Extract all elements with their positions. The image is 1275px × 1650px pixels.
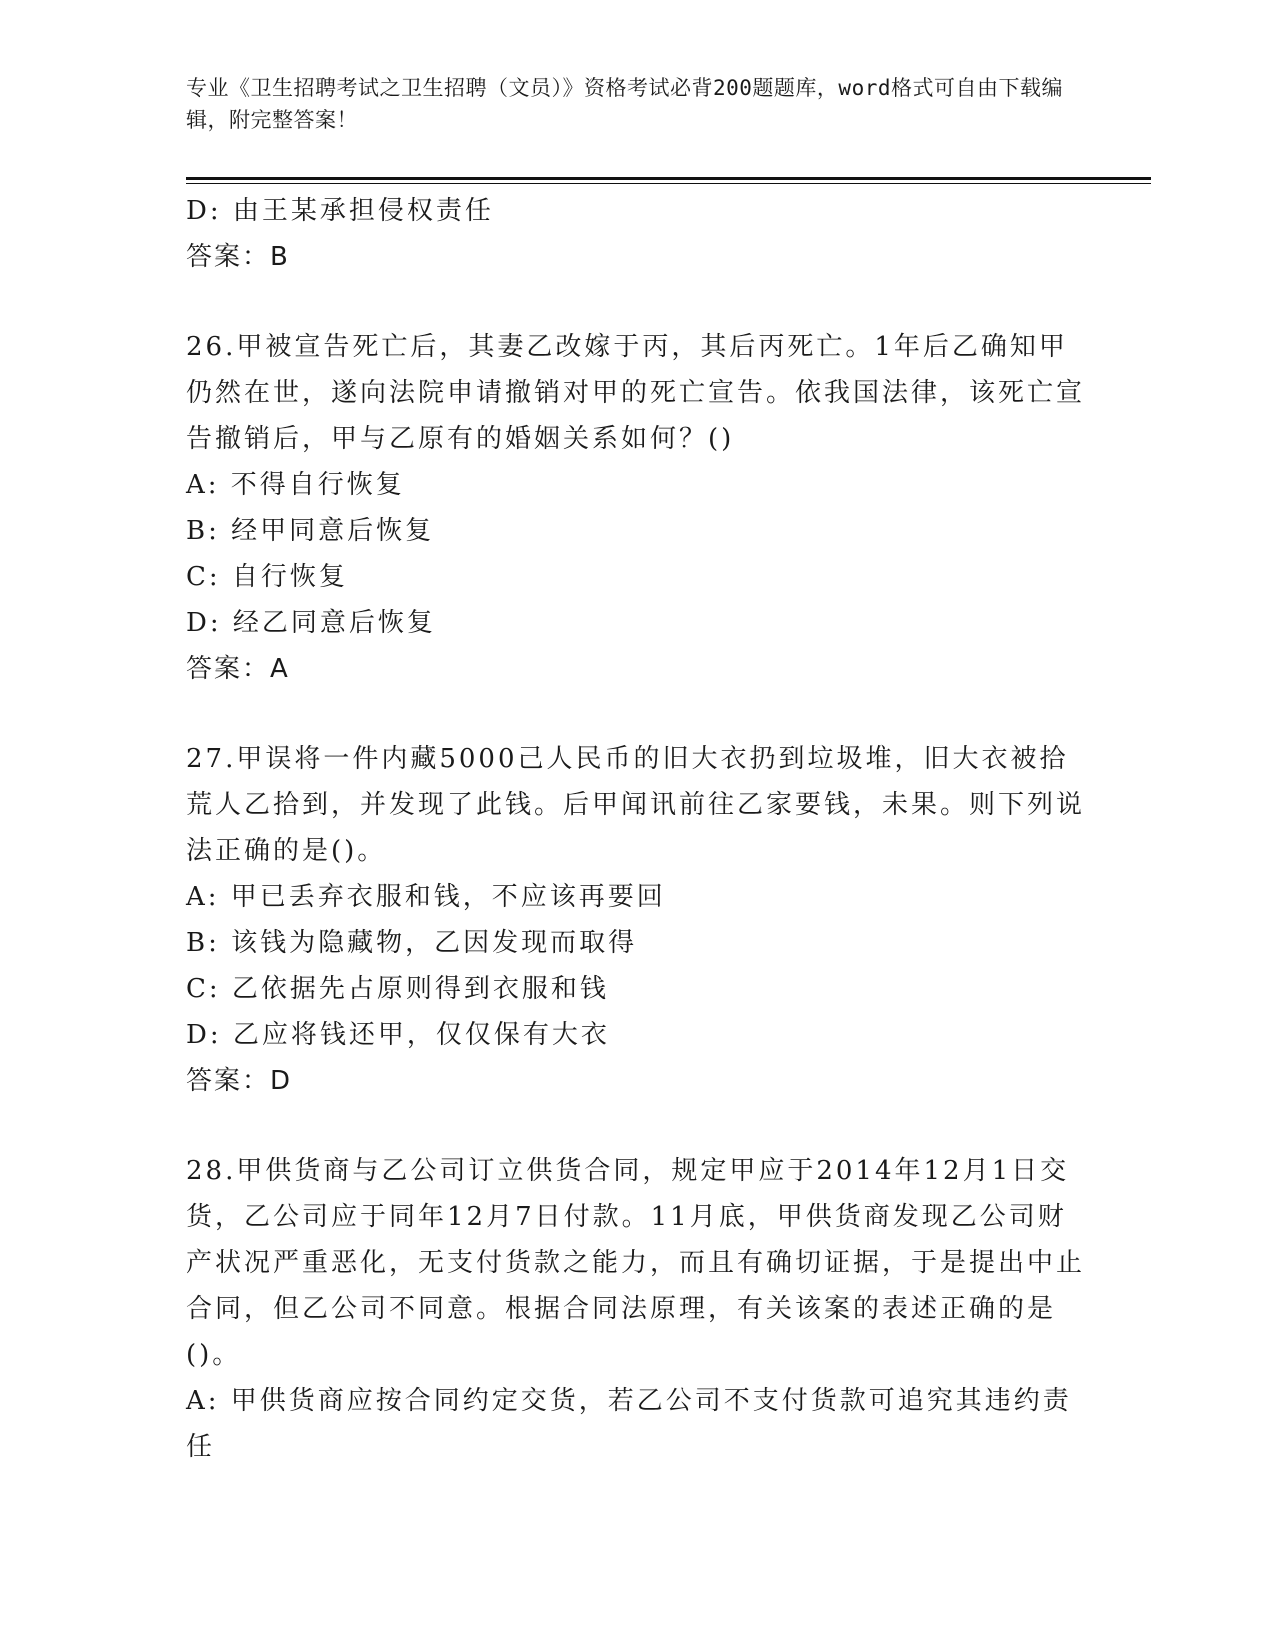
spacer [186,1104,1086,1148]
option-c: C: 乙依据先占原则得到衣服和钱 [186,974,609,1004]
option-d: D: 乙应将钱还甲，仅仅保有大衣 [186,1020,610,1050]
header-rule-thin [186,183,1151,184]
option-b: B: 经甲同意后恢复 [186,516,435,546]
header-rule-thick [186,177,1151,180]
question-stem: 28.甲供货商与乙公司订立供货合同，规定甲应于2014年12月1日交货，乙公司应于同年12月7日付款。11月底，甲供货商发现乙公司财产状况严重恶化，无支付货款之能力，而且有确切证据，于是提出中止合同，但乙公司不同意。根据合同法原理，有关该案的表述正确的是()。 [186,1156,1086,1370]
document-header: 专业《卫生招聘考试之卫生招聘（文员）》资格考试必背200题题库，word格式可自由下载编辑，附完整答案！ [186,76,1063,132]
question-stem: 27.甲误将一件内藏5000己人民币的旧大衣扔到垃圾堆，旧大衣被拾荒人乙拾到，并发现了此钱。后甲闻讯前往乙家要钱，未果。则下列说法正确的是()。 [186,744,1086,866]
answer-label: 答案：A [186,654,290,684]
question-stem: 26.甲被宣告死亡后，其妻乙改嫁于丙，其后丙死亡。1年后乙确知甲仍然在世，遂向法院申请撤销对甲的死亡宣告。依我国法律，该死亡宣告撤销后，甲与乙原有的婚姻关系如何？() [186,332,1086,454]
option-b: B: 该钱为隐藏物，乙因发现而取得 [186,928,638,958]
question-content [186,188,1086,1470]
option-d: D: 经乙同意后恢复 [186,608,436,638]
option-a: A: 甲供货商应按合同约定交货，若乙公司不支付货款可追究其违约责任 [186,1386,1072,1462]
answer-label: 答案：B [186,242,290,272]
option-a: A: 不得自行恢复 [186,470,405,500]
spacer [186,280,1086,324]
option-d: D: 由王某承担侵权责任 [186,196,494,226]
option-c: C: 自行恢复 [186,562,348,592]
answer-label: 答案：D [186,1066,293,1096]
option-a: A: 甲已丢弃衣服和钱，不应该再要回 [186,882,666,912]
spacer [186,692,1086,736]
